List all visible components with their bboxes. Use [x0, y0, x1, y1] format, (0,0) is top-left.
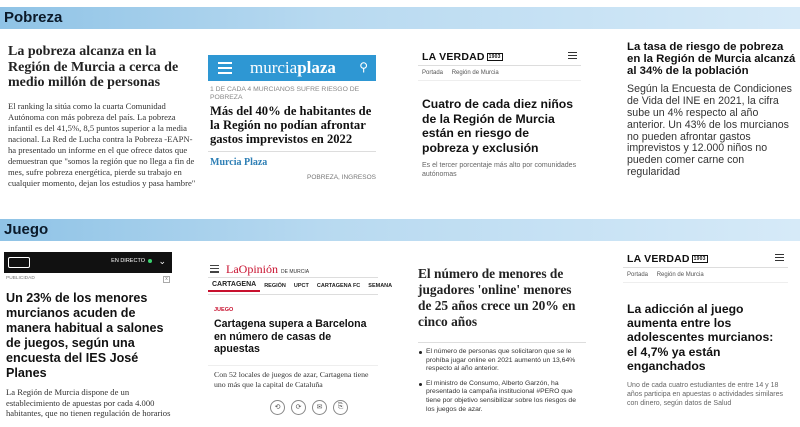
kicker[interactable]: JUEGO	[214, 307, 234, 313]
menu-icon[interactable]	[218, 62, 232, 77]
menu-icon[interactable]	[775, 254, 784, 264]
ad-bar	[4, 273, 172, 283]
site-header	[418, 48, 581, 66]
nav-item-semana[interactable]: SEMANA	[368, 283, 393, 289]
breadcrumb-item[interactable]: Portada	[422, 70, 444, 76]
live-dot-icon	[148, 259, 152, 263]
subheadline: Es el tercer porcentaje más alto por comunidades autónomas	[422, 162, 577, 178]
news-card-juego-3[interactable]	[418, 266, 586, 424]
section-header-juego: Juego	[0, 219, 800, 241]
section-header-pobreza: Pobreza	[0, 7, 800, 29]
share-icon[interactable]: ⟳	[291, 400, 306, 415]
nav-item-region[interactable]: REGIÓN	[264, 283, 286, 289]
site-logo[interactable]: LA VERDAD 1903	[627, 252, 706, 265]
site-logo[interactable]: murciaplaza	[250, 58, 336, 77]
bullet-list	[418, 342, 586, 414]
summary: El ranking la sitúa como la cuarta Comunidad Autónoma con más pobreza del país. La pobreza infantil es del 41,5%, 8,5 puntos superior a la media nacional. La Red de Lucha contra la Pobreza -EAPN- ha presentado un informe en el que ofrece datos que demuestran que "somos la región que no llega a fin de mes, sufre pobreza energética, pierde su trabajo en cualquier momento, dejan los estudios y pasa hambre"	[8, 100, 196, 188]
mail-icon[interactable]: ✉	[312, 400, 327, 415]
nav-item-cartagena[interactable]: CARTAGENA	[208, 281, 260, 292]
copy-icon[interactable]: ⎘	[333, 400, 348, 415]
headline[interactable]: El número de menores de jugadores 'online' menores de 25 años crece un 20% en cinco años	[418, 266, 576, 329]
menu-icon[interactable]	[568, 52, 577, 62]
nav-item-upct[interactable]: UPCT	[293, 283, 309, 289]
summary: La Región de Murcia dispone de un establecimiento de apuestas por cada 4.000 habitantes, que no tienen regulación de horarios	[6, 387, 171, 418]
list-item: El ministro de Consumo, Alberto Garzón, ha presentado la campaña institucional #PERO que tiene por objetivo sensibilizar sobre los riesgos de los juegos de azar.	[418, 380, 586, 414]
news-card-laopinion[interactable]	[208, 260, 393, 420]
menu-icon[interactable]	[210, 265, 219, 275]
news-card-juego-1[interactable]	[4, 252, 172, 422]
share-bar	[208, 400, 378, 415]
news-card-murciaplaza[interactable]	[208, 55, 376, 190]
site-header	[4, 252, 172, 273]
news-card-laverdad-1[interactable]	[418, 48, 581, 190]
breadcrumb	[418, 66, 581, 81]
breadcrumb	[623, 268, 788, 283]
close-icon[interactable]: x	[163, 276, 170, 283]
breadcrumb-item[interactable]: Región de Murcia	[451, 70, 499, 76]
tags: POBREZA, INGRESOS	[307, 174, 376, 181]
section-nav	[208, 278, 393, 295]
site-logo[interactable]: LA VERDAD 1903	[422, 50, 501, 63]
headline[interactable]: La adicción al juego aumenta entre los adolescentes murcianos: el 4,7% ya están enganchados	[627, 302, 774, 373]
site-header	[208, 260, 378, 278]
site-logo[interactable]: LaOpinión DE MURCIA	[226, 262, 310, 276]
news-card-laverdad-2[interactable]	[623, 250, 788, 425]
ad-label: PUBLICIDAD	[6, 276, 35, 281]
breadcrumb-item[interactable]: Región de Murcia	[656, 272, 704, 278]
site-header	[208, 55, 376, 81]
source-label[interactable]: Murcia Plaza	[208, 151, 376, 168]
subheadline: Uno de cada cuatro estudiantes de entre 14 y 18 años participa en apuestas o actividades similares con dinero, según datos de Salud	[627, 382, 784, 408]
list-item: El número de personas que solicitaron que se le prohíba jugar online en 2021 aumentó un 13,64% respecto al año anterior.	[418, 348, 586, 374]
nav-item-cartagena-fc[interactable]: CARTAGENA FC	[316, 283, 361, 289]
chevron-down-icon[interactable]: ⌄	[158, 256, 166, 266]
headline[interactable]: Más del 40% de habitantes de la Región no podían afrontar gastos imprevistos en 2022	[210, 104, 372, 146]
breadcrumb-item[interactable]: Portada	[627, 272, 649, 278]
headline[interactable]: Cartagena supera a Barcelona en número de casas de apuestas	[214, 318, 367, 355]
site-header	[623, 250, 788, 268]
headline[interactable]: La pobreza alcanza en la Región de Murcia a cerca de medio millón de personas	[8, 44, 179, 90]
headline[interactable]: Un 23% de los menores murcianos acuden de manera habitual a salones de juegos, según una encuesta del IES José Planes	[6, 291, 164, 380]
summary: Según la Encuesta de Condiciones de Vida del INE en 2021, la cifra sube un 4% respecto al año anterior. Un 43% de los murcianos no pueden afrontar gastos imprevistos y 12.000 niños no pueden comer carne con regularidad	[627, 83, 792, 178]
share-icon[interactable]: ⟲	[270, 400, 285, 415]
summary: Con 52 locales de juegos de azar, Cartagena tiene uno más que la capital de Cataluña	[208, 365, 378, 390]
headline[interactable]: Cuatro de cada diez niños de la Región de Murcia están en riesgo de pobreza y exclusión	[422, 97, 574, 155]
search-icon[interactable]: ⚲	[359, 60, 368, 74]
site-logo[interactable]	[8, 257, 30, 268]
live-indicator[interactable]: EN DIRECTO	[111, 258, 152, 264]
kicker: 1 DE CADA 4 MURCIANOS SUFRE RIESGO DE POBREZA	[210, 86, 360, 101]
news-card-pobreza-1[interactable]	[8, 44, 200, 204]
headline[interactable]: La tasa de riesgo de pobreza en la Región de Murcia alcanzá al 34% de la población	[627, 41, 796, 77]
news-card-pobreza-4[interactable]	[627, 42, 797, 207]
